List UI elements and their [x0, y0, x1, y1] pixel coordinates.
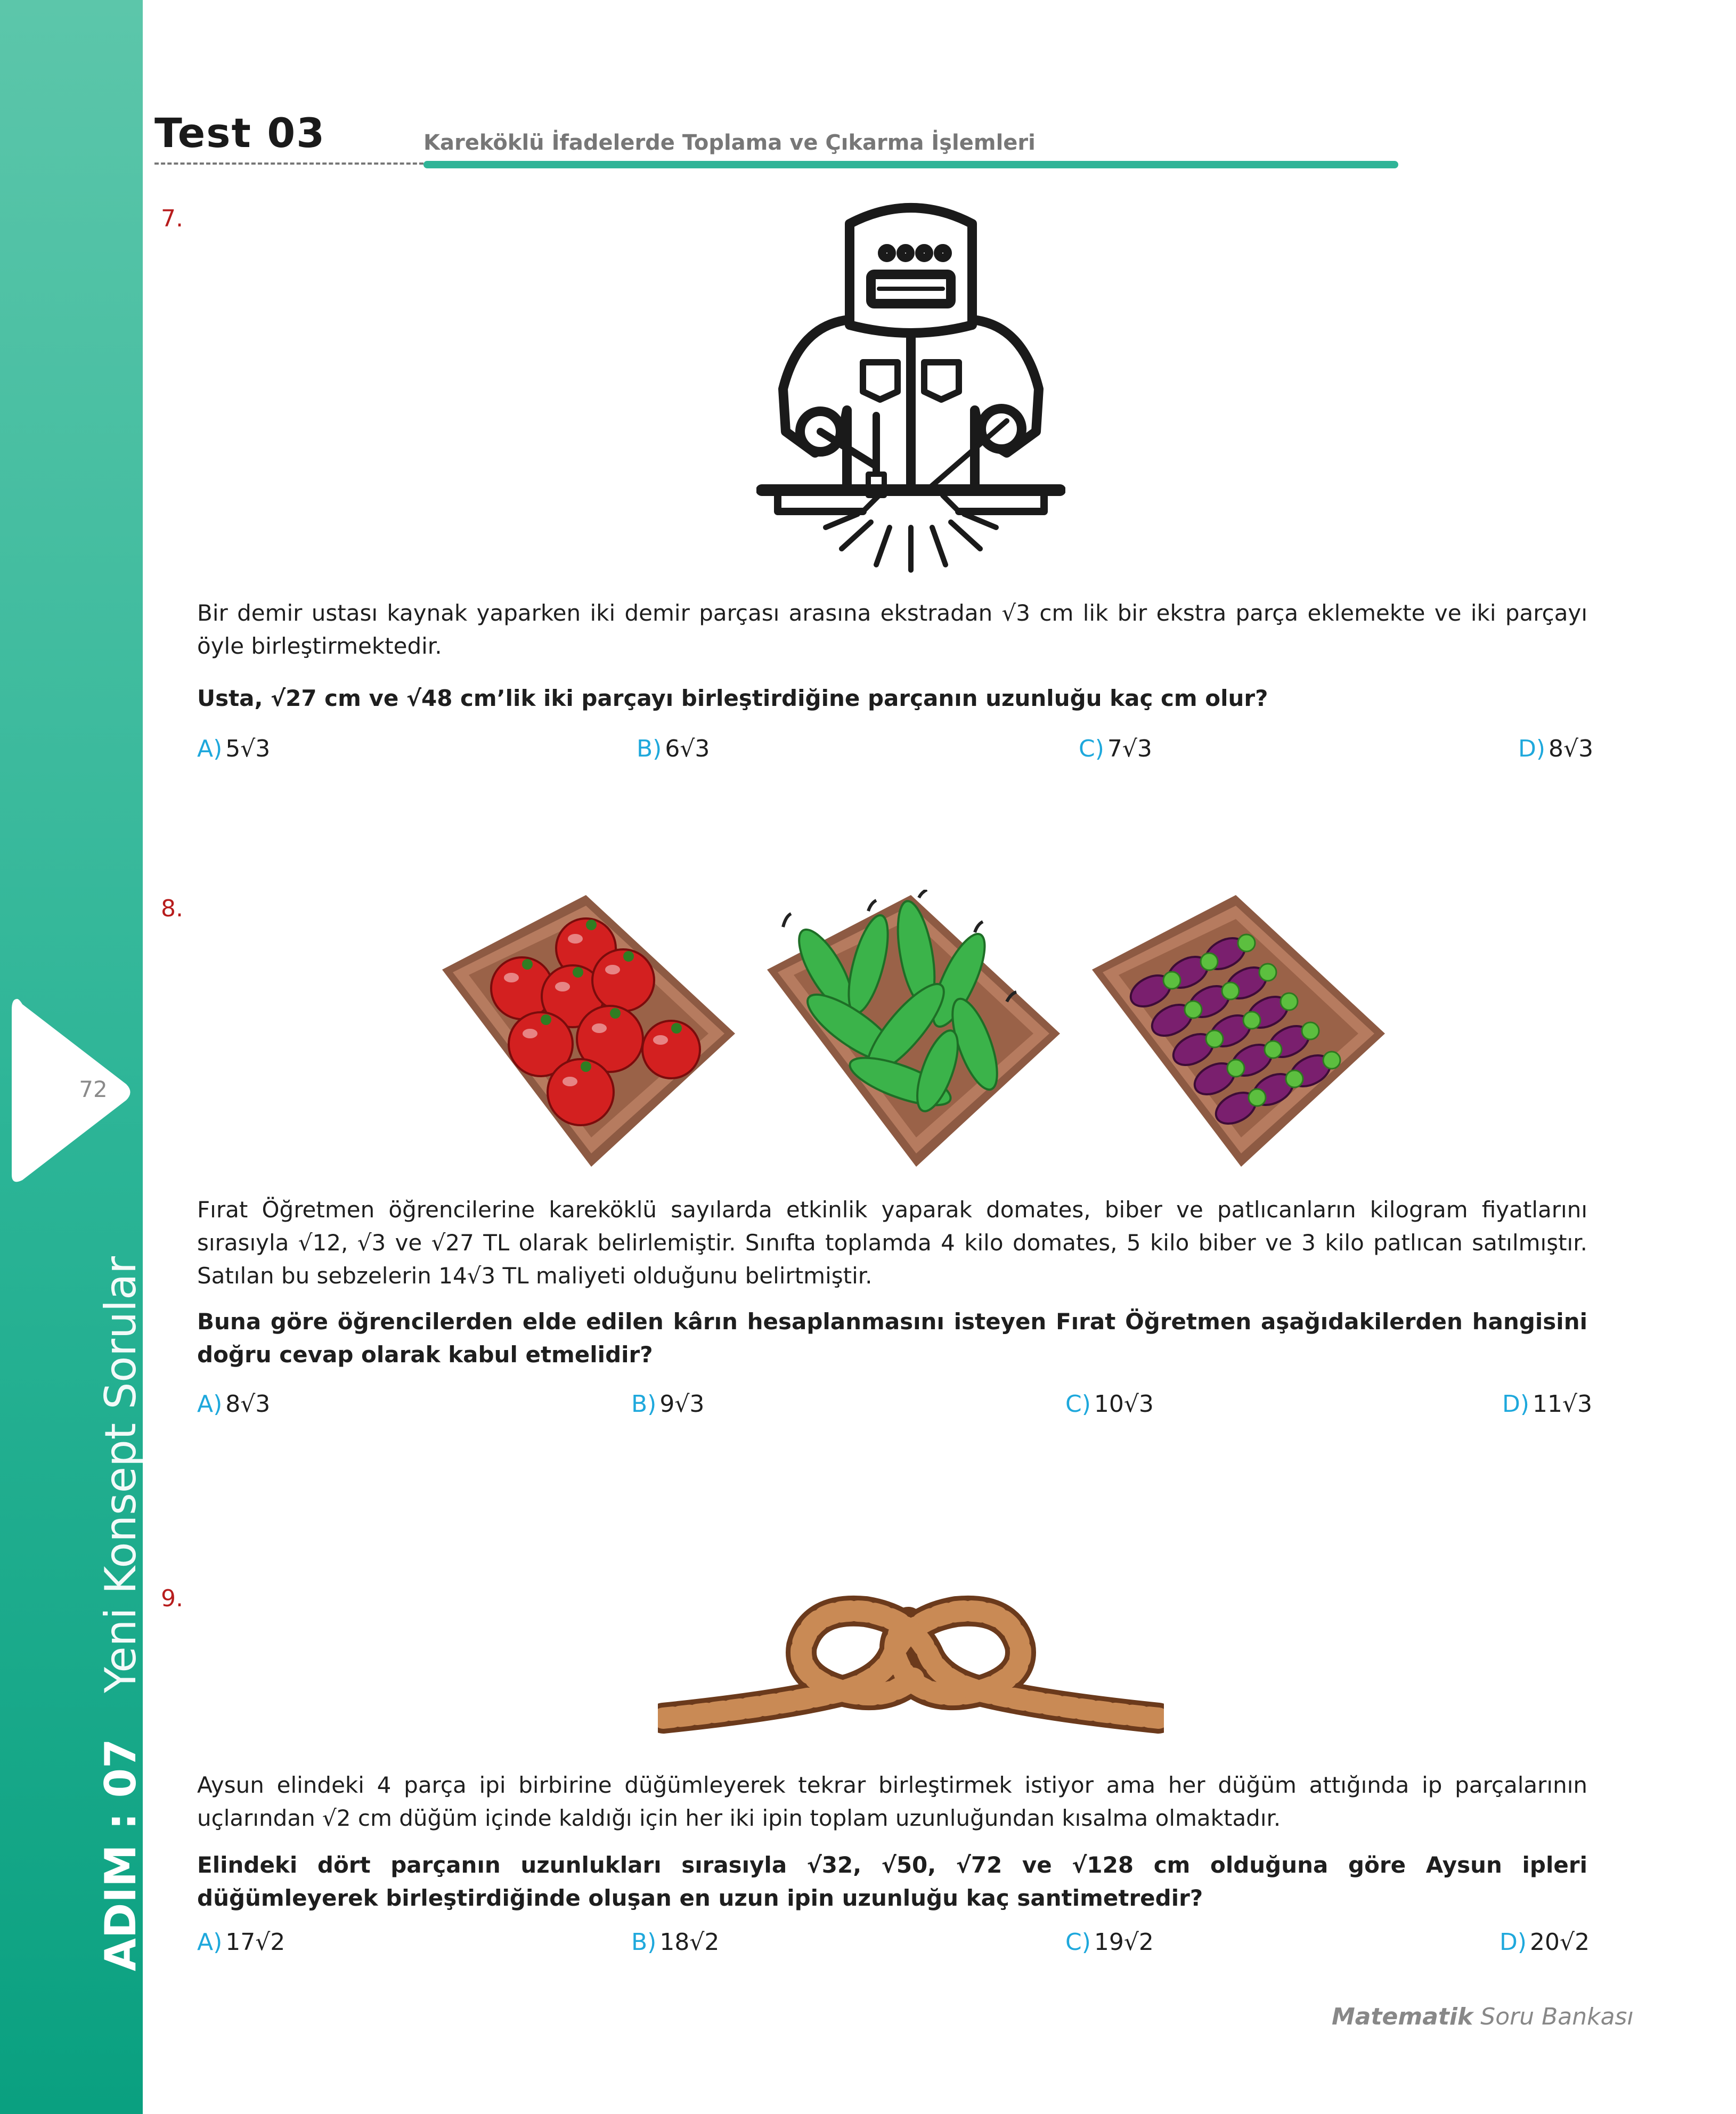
option-value: 6√3	[665, 735, 710, 762]
q9-option-c[interactable]	[1065, 1929, 1154, 1956]
welder-icon	[756, 186, 1065, 581]
option-letter: C)	[1065, 1391, 1091, 1418]
question-number-8: 8.	[161, 895, 183, 922]
option-letter: A)	[197, 735, 223, 762]
pepper-crate-image	[762, 890, 1065, 1172]
option-letter: B)	[631, 1929, 657, 1956]
q7-option-b[interactable]	[637, 735, 710, 762]
option-letter: C)	[1065, 1929, 1091, 1956]
rope-knot-image	[658, 1582, 1164, 1742]
option-value: 11√3	[1533, 1391, 1593, 1418]
q8-option-b[interactable]	[631, 1391, 704, 1418]
header-dashed-rule	[154, 162, 423, 165]
option-letter: A)	[197, 1929, 223, 1956]
footer-brand	[1332, 2003, 1634, 2030]
option-value: 17√2	[225, 1929, 286, 1956]
option-value: 7√3	[1107, 735, 1152, 762]
option-value: 8√3	[225, 1391, 271, 1418]
footer-brand-bold: Matematik	[1332, 2003, 1473, 2030]
option-letter: B)	[637, 735, 662, 762]
question-number-7: 7.	[161, 205, 183, 232]
option-letter: A)	[197, 1391, 223, 1418]
option-value: 18√2	[659, 1929, 720, 1956]
option-letter: D)	[1499, 1929, 1527, 1956]
eggplant-crate-image	[1087, 890, 1390, 1172]
q9-option-b[interactable]	[631, 1929, 719, 1956]
question-9-paragraph: Aysun elindeki 4 parça ipi birbirine düğümleyerek tekrar birleştirmek istiyor ama her düğüm attığında ip parçalarının uçlarından √2 cm düğüm içinde kaldığı için her iki ipin toplam uzunluğundan kısalma olmaktadır.	[197, 1772, 1587, 1831]
option-value: 10√3	[1094, 1391, 1154, 1418]
option-value: 19√2	[1094, 1929, 1154, 1956]
q9-option-d[interactable]	[1499, 1929, 1590, 1956]
question-number-9: 9.	[161, 1585, 183, 1612]
option-letter: B)	[631, 1391, 657, 1418]
option-value: 8√3	[1548, 735, 1594, 762]
q8-option-a[interactable]	[197, 1391, 270, 1418]
question-9-prompt: Elindeki dört parçanın uzunlukları sırasıyla √32, √50, √72 ve √128 cm olduğuna göre Aysun ipleri düğümleyerek birleştirdiğinde oluşan en uzun ipin uzunluğu kaç santimetredir?	[197, 1852, 1587, 1911]
tomato-crate-image	[437, 890, 740, 1172]
option-value: 20√2	[1530, 1929, 1590, 1956]
q9-option-a[interactable]	[197, 1929, 285, 1956]
q7-option-d[interactable]	[1518, 735, 1593, 762]
q7-option-c[interactable]	[1079, 735, 1152, 762]
footer-brand-rest: Soru Bankası	[1473, 2003, 1634, 2030]
question-8-prompt: Buna göre öğrencilerden elde edilen kârın hesaplanmasını isteyen Fırat Öğretmen aşağıdakilerden hangisini doğru cevap olarak kabul etmelidir?	[197, 1308, 1587, 1368]
sidebar-vertical-label	[96, 1256, 145, 1971]
page-number: 72	[79, 1076, 108, 1102]
option-value: 5√3	[225, 735, 271, 762]
option-letter: C)	[1079, 735, 1104, 762]
option-value: 9√3	[659, 1391, 705, 1418]
q8-option-c[interactable]	[1065, 1391, 1154, 1418]
header-accent-line	[423, 161, 1398, 168]
question-7-prompt: Usta, √27 cm ve √48 cm’lik iki parçayı birleştirdiğine parçanın uzunluğu kaç cm olur?	[197, 685, 1268, 711]
question-7-paragraph: Bir demir ustası kaynak yaparken iki demir parçası arasına ekstradan √3 cm lik bir ekstra parça eklemekte ve iki parçayı öyle birleştirmektedir.	[197, 600, 1587, 659]
test-title: Test 03	[154, 109, 326, 157]
option-letter: D)	[1518, 735, 1546, 762]
q8-option-d[interactable]	[1502, 1391, 1592, 1418]
header-subtitle: Kareköklü İfadelerde Toplama ve Çıkarma İşlemleri	[423, 131, 1036, 155]
question-8-paragraph: Fırat Öğretmen öğrencilerine kareköklü sayılarda etkinlik yaparak domates, biber ve patlıcanların kilogram fiyatlarını sırasıyla √12, √3 ve √27 TL olarak belirlemiştir. Sınıfta toplamda 4 kilo domates, 5 kilo biber ve 3 kilo patlıcan satılmıştır. Satılan bu sebzelerin 14√3 TL maliyeti olduğunu belirtmiştir.	[197, 1197, 1587, 1289]
concept-label: Yeni Konsept Sorular	[96, 1256, 145, 1693]
step-label: ADIM : 07	[96, 1738, 145, 1971]
q7-option-a[interactable]	[197, 735, 270, 762]
option-letter: D)	[1502, 1391, 1530, 1418]
